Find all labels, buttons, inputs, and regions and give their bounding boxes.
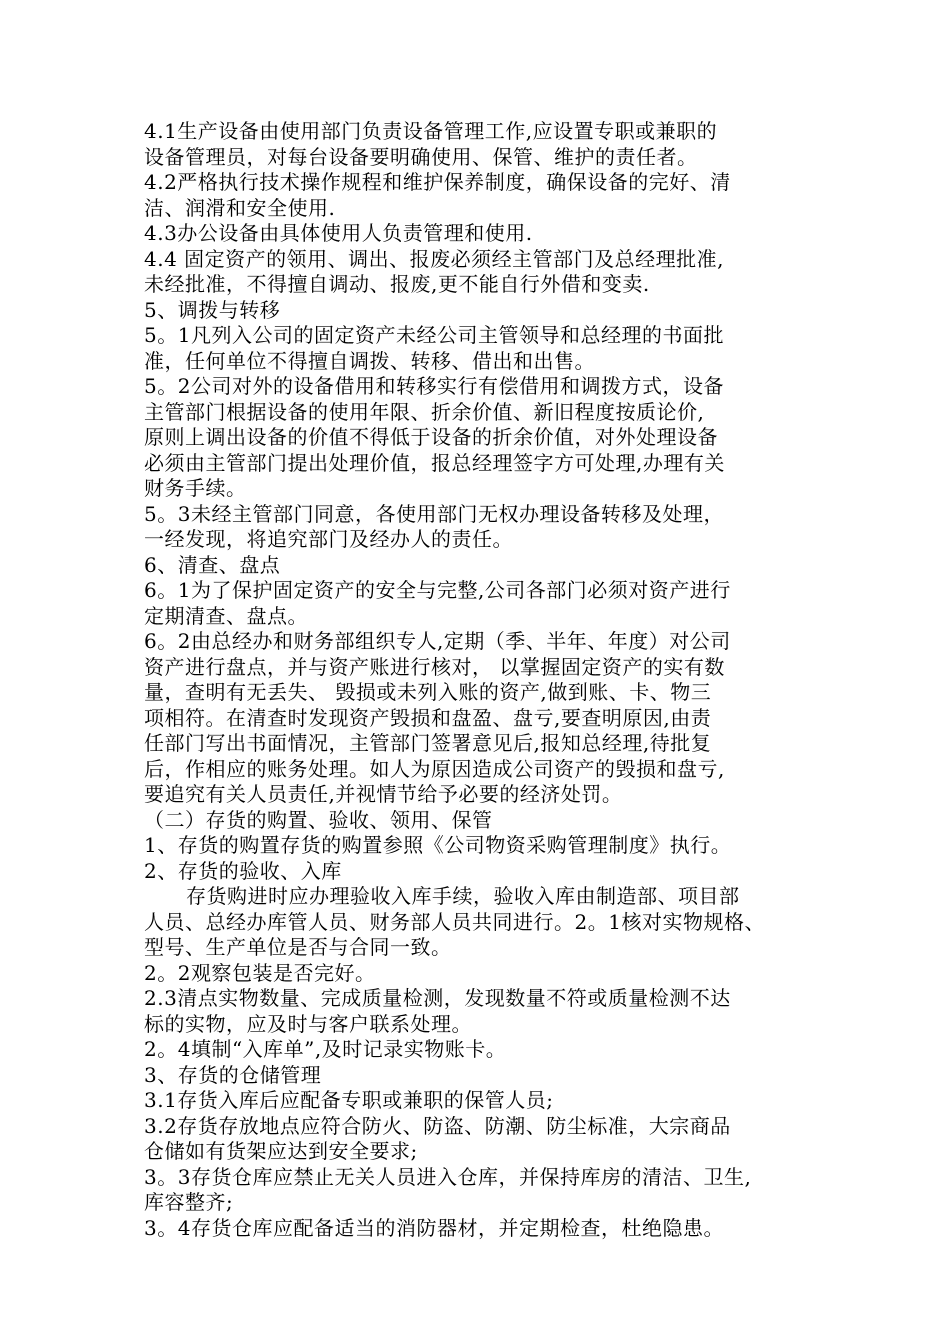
- text-line: 设备管理员，对每台设备要明确使用、保管、维护的责任者。: [144, 144, 698, 169]
- text-line: 3.2存货存放地点应符合防火、防盗、防潮、防尘标准，大宗商品: [144, 1113, 731, 1138]
- text-line: 必须由主管部门提出处理价值，报总经理签字方可处理,办理有关: [144, 450, 725, 475]
- text-line: 原则上调出设备的价值不得低于设备的折余价值，对外处理设备: [144, 425, 718, 449]
- text-line: 存货购进时应办理验收入库手续，验收入库由制造部、项目部: [186, 884, 740, 908]
- text-line: 主管部门根据设备的使用年限、折余价值、新旧程度按质论价,: [144, 399, 705, 424]
- text-line: 2。2观察包装是否完好。: [144, 960, 376, 985]
- text-line: 要追究有关人员责任,并视情节给予必要的经济处罚。: [144, 782, 623, 806]
- text-line: 任部门写出书面情况，主管部门签署意见后,报知总经理,待批复: [144, 731, 712, 755]
- text-line: 4.3办公设备由具体使用人负责管理和使用.: [144, 221, 533, 245]
- text-line: 标的实物，应及时与客户联系处理。: [144, 1011, 472, 1036]
- text-line: 一经发现，将追究部门及经办人的责任。: [144, 527, 513, 551]
- text-line: 2.3清点实物数量、完成质量检测，发现数量不符或质量检测不达: [144, 986, 731, 1010]
- document-page: [144, 119, 816, 1241]
- text-line: 定期清查、盘点。: [144, 603, 308, 628]
- text-line: （二）存货的购置、验收、领用、保管: [144, 807, 493, 832]
- text-line: 1、存货的购置存货的购置参照《公司物资采购管理制度》执行。: [144, 833, 732, 857]
- text-line: 未经批准，不得擅自调动、报废,更不能自行外借和变卖.: [144, 272, 650, 296]
- text-line: 2。4填制“入库单”,及时记录实物账卡。: [144, 1037, 507, 1061]
- text-line: 仓储如有货架应达到安全要求;: [144, 1139, 418, 1163]
- text-line: 财务手续。: [144, 476, 247, 500]
- text-line: 库容整齐;: [144, 1190, 234, 1214]
- text-line: 4.2严格执行技术操作规程和维护保养制度，确保设备的完好、清: [144, 170, 731, 194]
- text-line: 量，查明有无丢失、 毁损或未列入账的资产,做到账、卡、物三: [144, 680, 712, 704]
- text-line: 2、存货的验收、入库: [144, 858, 342, 883]
- text-line: 准，任何单位不得擅自调拨、转移、借出和出售。: [144, 348, 595, 373]
- text-line: 型号、生产单位是否与合同一致。: [144, 935, 452, 959]
- text-line: 3.1存货入库后应配备专职或兼职的保管人员;: [144, 1088, 554, 1112]
- text-line: 3、存货的仓储管理: [144, 1062, 322, 1087]
- text-line: 5。3未经主管部门同意，各使用部门无权办理设备转移及处理，: [144, 501, 724, 526]
- text-line: 后，作相应的账务处理。如人为原因造成公司资产的毁损和盘亏,: [144, 756, 725, 781]
- text-line: 6。2由总经办和财务部组织专人,定期（季、半年、年度）对公司: [144, 629, 731, 653]
- text-line: 4.1生产设备由使用部门负责设备管理工作,应设置专职或兼职的: [144, 119, 718, 143]
- text-line: 3。4存货仓库应配备适当的消防器材，并定期检查，杜绝隐患。: [144, 1215, 724, 1240]
- text-line: 洁、润滑和安全使用.: [144, 195, 336, 220]
- text-line: 6。1为了保护固定资产的安全与完整,公司各部门必须对资产进行: [144, 578, 731, 602]
- text-line: 5。2公司对外的设备借用和转移实行有偿借用和调拨方式，设备: [144, 374, 724, 398]
- text-line: 项相符。在清查时发现资产毁损和盘盈、盘亏,要查明原因,由责: [144, 705, 712, 730]
- text-line: 6、清查、盘点: [144, 552, 281, 577]
- text-line: 5、调拨与转移: [144, 297, 281, 322]
- text-line: 3。3存货仓库应禁止无关人员进入仓库，并保持库房的清洁、卫生,: [144, 1164, 752, 1189]
- text-line: 人员、总经办库管人员、财务部人员共同进行。2。1核对实物规格、: [144, 909, 765, 934]
- text-line: 5。1凡列入公司的固定资产未经公司主管领导和总经理的书面批: [144, 323, 724, 347]
- text-line: 4.4 固定资产的领用、调出、报废必须经主管部门及总经理批准,: [144, 246, 725, 271]
- text-line: 资产进行盘点，并与资产账进行核对， 以掌握固定资产的实有数: [144, 654, 725, 679]
